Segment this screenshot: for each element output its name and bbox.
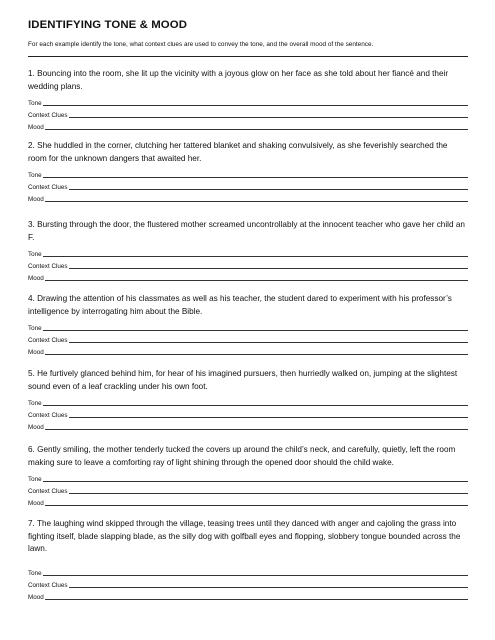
page-title: IDENTIFYING TONE & MOOD <box>28 19 188 31</box>
context-clues-label: Context Clues <box>28 412 68 419</box>
tone-field[interactable] <box>28 247 468 259</box>
tone-field[interactable] <box>28 321 468 333</box>
question-4 <box>28 293 468 357</box>
mood-field[interactable] <box>28 120 468 132</box>
mood-field[interactable] <box>28 192 468 204</box>
question-text: 4. Drawing the attention of his classmates as well as his teacher, the student dared to experiment with his professor’s intelligence by interrogating him about the Bible. <box>28 294 452 316</box>
tone-label: Tone <box>28 569 42 577</box>
tone-answer-line[interactable] <box>43 177 468 178</box>
tone-answer-line[interactable] <box>43 405 468 406</box>
context-clues-label: Context Clues <box>28 337 68 344</box>
tone-label: Tone <box>28 100 42 107</box>
tone-label: Tone <box>28 476 42 483</box>
question-text: 2. She huddled in the corner, clutching her tattered blanket and shaking convulsively, as she feverishly searched the room for the unknown dangers that awaited her. <box>28 141 448 163</box>
context-clues-label: Context Clues <box>28 112 68 119</box>
mood-label: Mood <box>28 500 44 507</box>
tone-answer-line[interactable] <box>43 330 468 331</box>
question-text: 3. Bursting through the door, the flustered mother screamed uncontrollably at the innocent teacher who gave her child an F. <box>28 220 465 242</box>
mood-answer-line[interactable] <box>45 280 468 281</box>
instructions: For each example identify the tone, what context clues are used to convey the tone, and the overall mood of the sentence. <box>28 41 374 48</box>
mood-field[interactable] <box>28 271 468 283</box>
question-text: 5. He furtively glanced behind him, for hear of his imagined pursuers, then hurriedly walked on, jumping at the slightest sound even of a leaf crackling under his own foot. <box>28 369 458 391</box>
tone-answer-line[interactable] <box>43 105 468 106</box>
context-clues-label: Context Clues <box>28 263 68 270</box>
context-clues-answer-line[interactable] <box>69 493 468 494</box>
question-7 <box>28 518 468 602</box>
mood-label: Mood <box>28 593 44 601</box>
question-2 <box>28 140 468 204</box>
tone-label: Tone <box>28 172 42 179</box>
context-clues-label: Context Clues <box>28 184 68 191</box>
context-clues-field[interactable] <box>28 578 468 590</box>
question-text: 6. Gently smiling, the mother tenderly tucked the covers up around the child’s neck, and carefully, quietly, left the room making sure to leave a comforting ray of light shining through the opened door should the child wake. <box>28 445 456 467</box>
mood-label: Mood <box>28 275 44 282</box>
mood-answer-line[interactable] <box>45 354 468 355</box>
tone-answer-line[interactable] <box>43 575 468 576</box>
mood-field[interactable] <box>28 345 468 357</box>
tone-answer-line[interactable] <box>43 481 468 482</box>
mood-label: Mood <box>28 196 44 203</box>
context-clues-field[interactable] <box>28 108 468 120</box>
mood-label: Mood <box>28 424 44 431</box>
tone-field[interactable] <box>28 396 468 408</box>
tone-field[interactable] <box>28 566 468 578</box>
mood-label: Mood <box>28 124 44 131</box>
mood-label: Mood <box>28 349 44 356</box>
context-clues-answer-line[interactable] <box>69 189 468 190</box>
tone-answer-line[interactable] <box>43 256 468 257</box>
question-text: 1. Bouncing into the room, she lit up the vicinity with a joyous glow on her face as she told about her fiancé and their wedding plans. <box>28 69 449 91</box>
mood-answer-line[interactable] <box>45 129 468 130</box>
context-clues-answer-line[interactable] <box>69 587 468 588</box>
mood-answer-line[interactable] <box>45 505 468 506</box>
context-clues-answer-line[interactable] <box>69 268 468 269</box>
context-clues-field[interactable] <box>28 408 468 420</box>
mood-answer-line[interactable] <box>45 599 468 600</box>
context-clues-answer-line[interactable] <box>69 342 468 343</box>
tone-field[interactable] <box>28 96 468 108</box>
question-3 <box>28 219 468 283</box>
context-clues-label: Context Clues <box>28 488 68 495</box>
context-clues-field[interactable] <box>28 180 468 192</box>
question-5 <box>28 368 468 432</box>
question-6 <box>28 444 468 508</box>
mood-field[interactable] <box>28 496 468 508</box>
mood-field[interactable] <box>28 590 468 602</box>
tone-field[interactable] <box>28 168 468 180</box>
tone-label: Tone <box>28 325 42 332</box>
question-1 <box>28 68 468 132</box>
header-divider <box>28 56 468 57</box>
context-clues-answer-line[interactable] <box>69 117 468 118</box>
context-clues-answer-line[interactable] <box>69 417 468 418</box>
context-clues-label: Context Clues <box>28 581 68 589</box>
tone-label: Tone <box>28 251 42 258</box>
tone-label: Tone <box>28 400 42 407</box>
tone-field[interactable] <box>28 472 468 484</box>
context-clues-field[interactable] <box>28 333 468 345</box>
mood-answer-line[interactable] <box>45 201 468 202</box>
question-text: 7. The laughing wind skipped through the village, teasing trees until they danced with anger and cajoling the grass into fighting itself, blade slapping blade, as the silly dog with golfball eyes and flopping, slobbery tongue bounded across the lawn. <box>28 519 461 553</box>
mood-answer-line[interactable] <box>45 429 468 430</box>
context-clues-field[interactable] <box>28 259 468 271</box>
mood-field[interactable] <box>28 420 468 432</box>
context-clues-field[interactable] <box>28 484 468 496</box>
